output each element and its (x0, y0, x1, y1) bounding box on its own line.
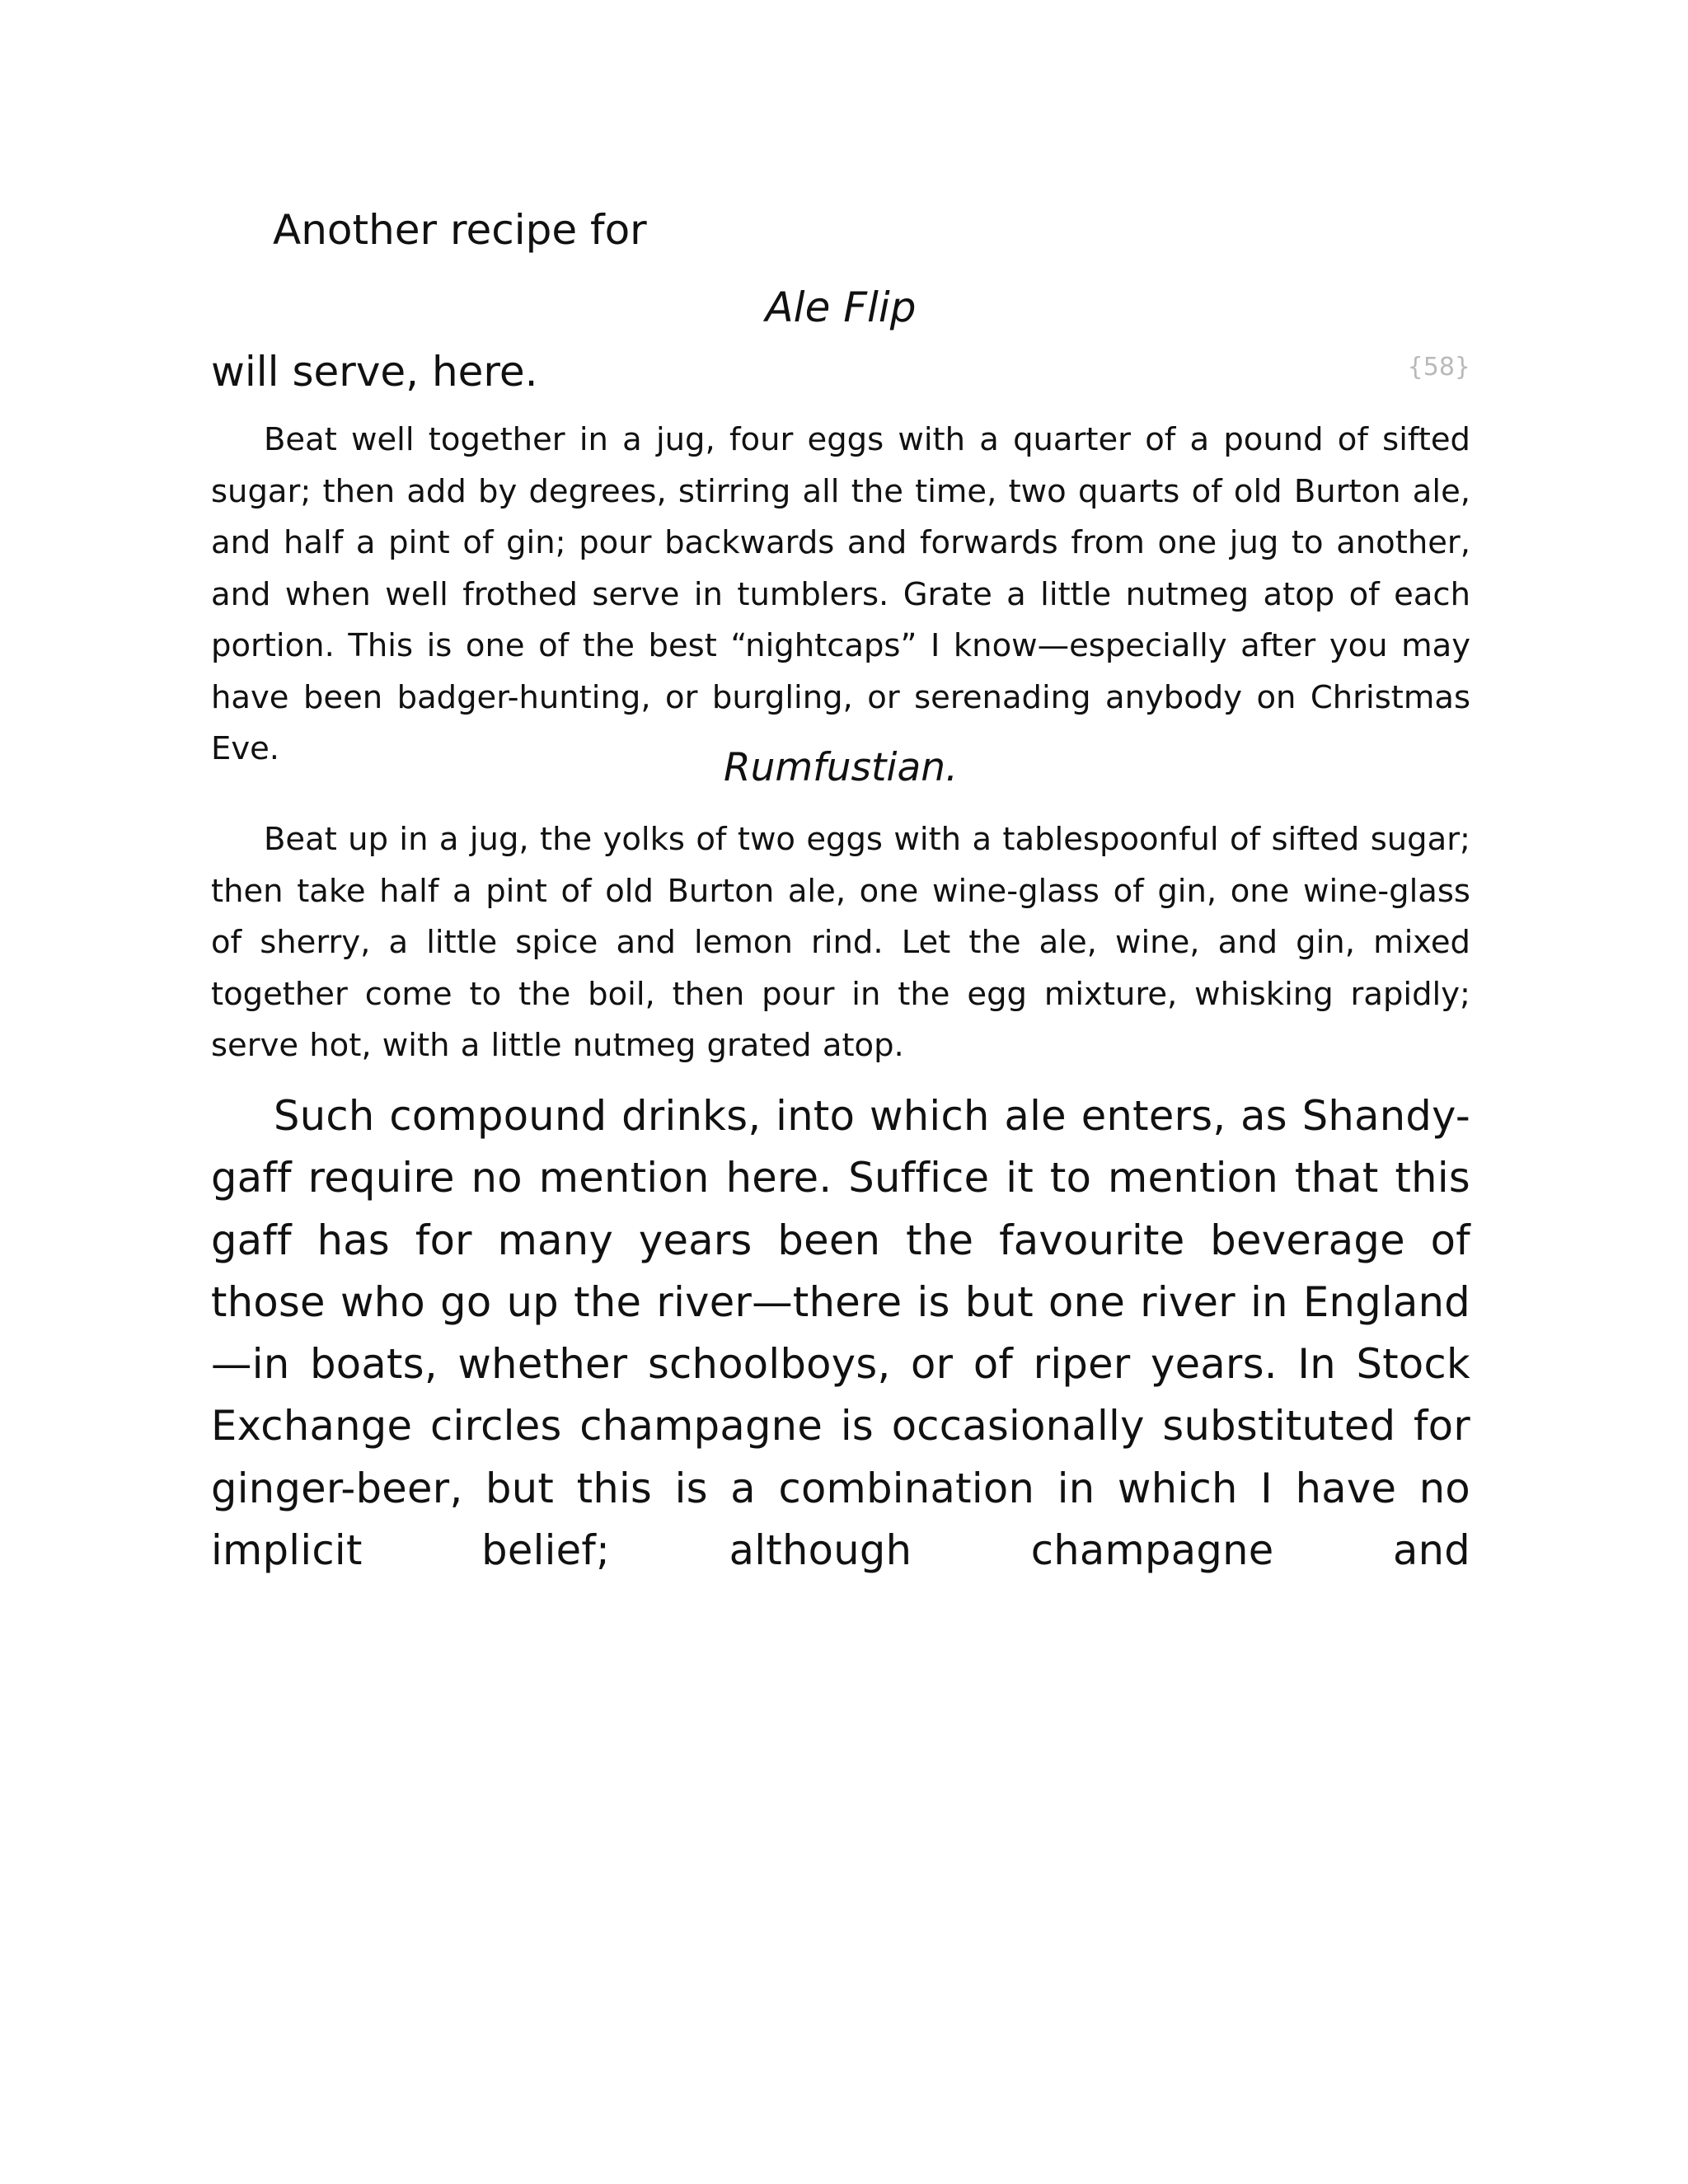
book-page (211, 0, 1470, 2184)
serve-line: will serve, here. (211, 348, 538, 396)
recipe-heading-ale-flip: Ale Flip (765, 284, 917, 331)
rumfustian-recipe-paragraph: Beat up in a jug, the yolks of two eggs with a tablespoonful of sifted sugar; then take half a pint of old Burton ale, one wine-glass of gin, one wine-glass of sherry, a little spice and lemon rind. Let the ale, wine, and gin, mixed together come to the boil, then pour in the egg mixture, whisking rapidly; serve hot, with a little nutmeg grated atop. (211, 821, 1470, 1064)
shandy-gaff-paragraph: Such compound drinks, into which ale enters, as Shandy-gaff require no mention here. Suffice it to mention that this gaff has for many years been the favourite beverage of those who go up the river—there is but one river in England—in boats, whether schoolboys, or of riper years. In Stock Exchange circles champagne is occasionally substituted for ginger-beer, but this is a combination in which I have no implicit belief; although champagne and (211, 1092, 1470, 1575)
intro-line: Another recipe for (273, 206, 647, 254)
recipe-heading-rumfustian: Rumfustian. (723, 745, 959, 790)
page-number-marker: {58} (1407, 353, 1470, 382)
ale-flip-recipe-paragraph: Beat well together in a jug, four eggs with a quarter of a pound of sifted sugar; then add by degrees, stirring all the time, two quarts of old Burton ale, and half a pint of gin; pour backwards and forwards from one jug to another, and when well frothed serve in tumblers. Grate a little nutmeg atop of each portion. This is one of the best “nightcaps” I know—especially after you may have been badger-hunting, or burgling, or serenading anybody on Christmas Eve. (211, 421, 1470, 767)
